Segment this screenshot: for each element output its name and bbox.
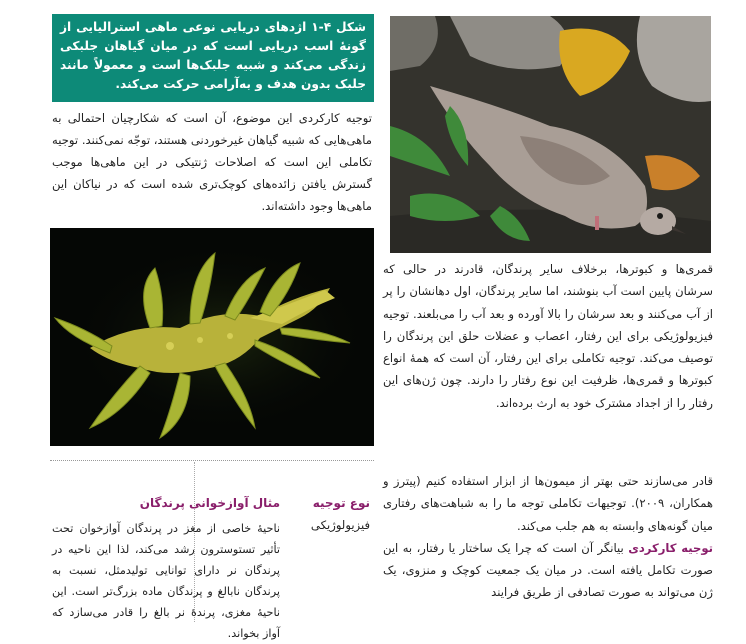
functional-explanation-term: توجیه کارکردی <box>628 540 714 555</box>
table-top-rule <box>50 460 374 461</box>
table-header-bird-song-example: مثال آوازخوانی پرندگان <box>139 496 280 510</box>
dove-drinking-paragraph: قمری‌ها و کبوترها، برخلاف سایر پرندگان، قادرند در حالی که سرشان پایین است آب بنوشند، اما سایر پرندگان، اول دهانشان را پر از آب می‌کنند و بعد سرشان را بالا آورده و بعد آب را می‌بلعند. توجیه فیزیولوژیکی برای این رفتار، اعصاب و عضلات حلق این پرندگان را توصیف می‌کند. توجیه تکاملی برای این رفتار، آن است که همهٔ انواع کبوترها و قمری‌ها، ظرفیت این نوع رفتار را دارند. چون ژن‌های این رفتار را از اجداد مشترک خود به ارث برده‌اند. <box>383 262 713 410</box>
figure-label: شکل ۴-۱ <box>311 20 366 34</box>
seadragon-photo <box>50 228 374 446</box>
table-cell-bird-song-text: ناحیهٔ خاصی از مغز در پرندگان آوازخوان تحت تأثیر تستوسترون رشد می‌کند، لذا این ناحیه در پرندگان نر دارای توانایی تولیدمثل، نسبت به پرندگان نابالغ و پرندگان ماده بزرگ‌تر است. این ناحیهٔ مغزی، پرندهٔ نر بالغ را قادر می‌سازد که آواز بخواند. <box>52 522 280 640</box>
evolutionary-explanation-text: قادر می‌سازند حتی بهتر از میمون‌ها از ابزار استفاده کنیم (پیترز و همکاران، ۲۰۰۹). توجیهات تکاملی توجه ما را به شباهت‌های رفتاری میان گونه‌های وابسته به هم جلب می‌کند. <box>383 474 714 533</box>
figure-caption-text: اژدهای دریایی نوعی ماهی استرالیایی از گونهٔ اسب دریایی است که در میان گیاهان جلبکی زندگی می‌کند و شبیه جلبک‌ها است و معمولاً مانند جلبک بدون هدف و به‌آرامی حرکت می‌کند. <box>60 20 366 91</box>
functional-explanation-text: بیانگر آن است که چرا یک ساختار یا رفتار، به این صورت تکامل یافته است. در میان یک جمعیت کوچک و منزوی، یک ژن می‌تواند به صورت تصادفی از طریق فرایند <box>383 540 713 600</box>
functional-explanation-paragraph: توجیه کارکردی این موضوع، آن است که شکارچیان احتمالی به ماهی‌هایی که شبیه گیاهان غیرخوردنی هستند، توجّه نمی‌کنند. توجیه تکاملی این است که اصلاحات ژنتیکی در این ماهی‌ها موجب گسترش یافتن زائده‌های کوچک‌تری شده است که در نیاکان این ماهی‌ها وجود داشته‌اند. <box>52 111 372 213</box>
table-header-explanation-type: نوع توجیه <box>312 496 370 510</box>
figure-caption <box>52 14 374 102</box>
functional-explanation-definition <box>383 470 713 604</box>
table-cell-physiological: فیزیولوژیکی <box>310 518 370 532</box>
dove-drinking-photo <box>390 16 711 253</box>
